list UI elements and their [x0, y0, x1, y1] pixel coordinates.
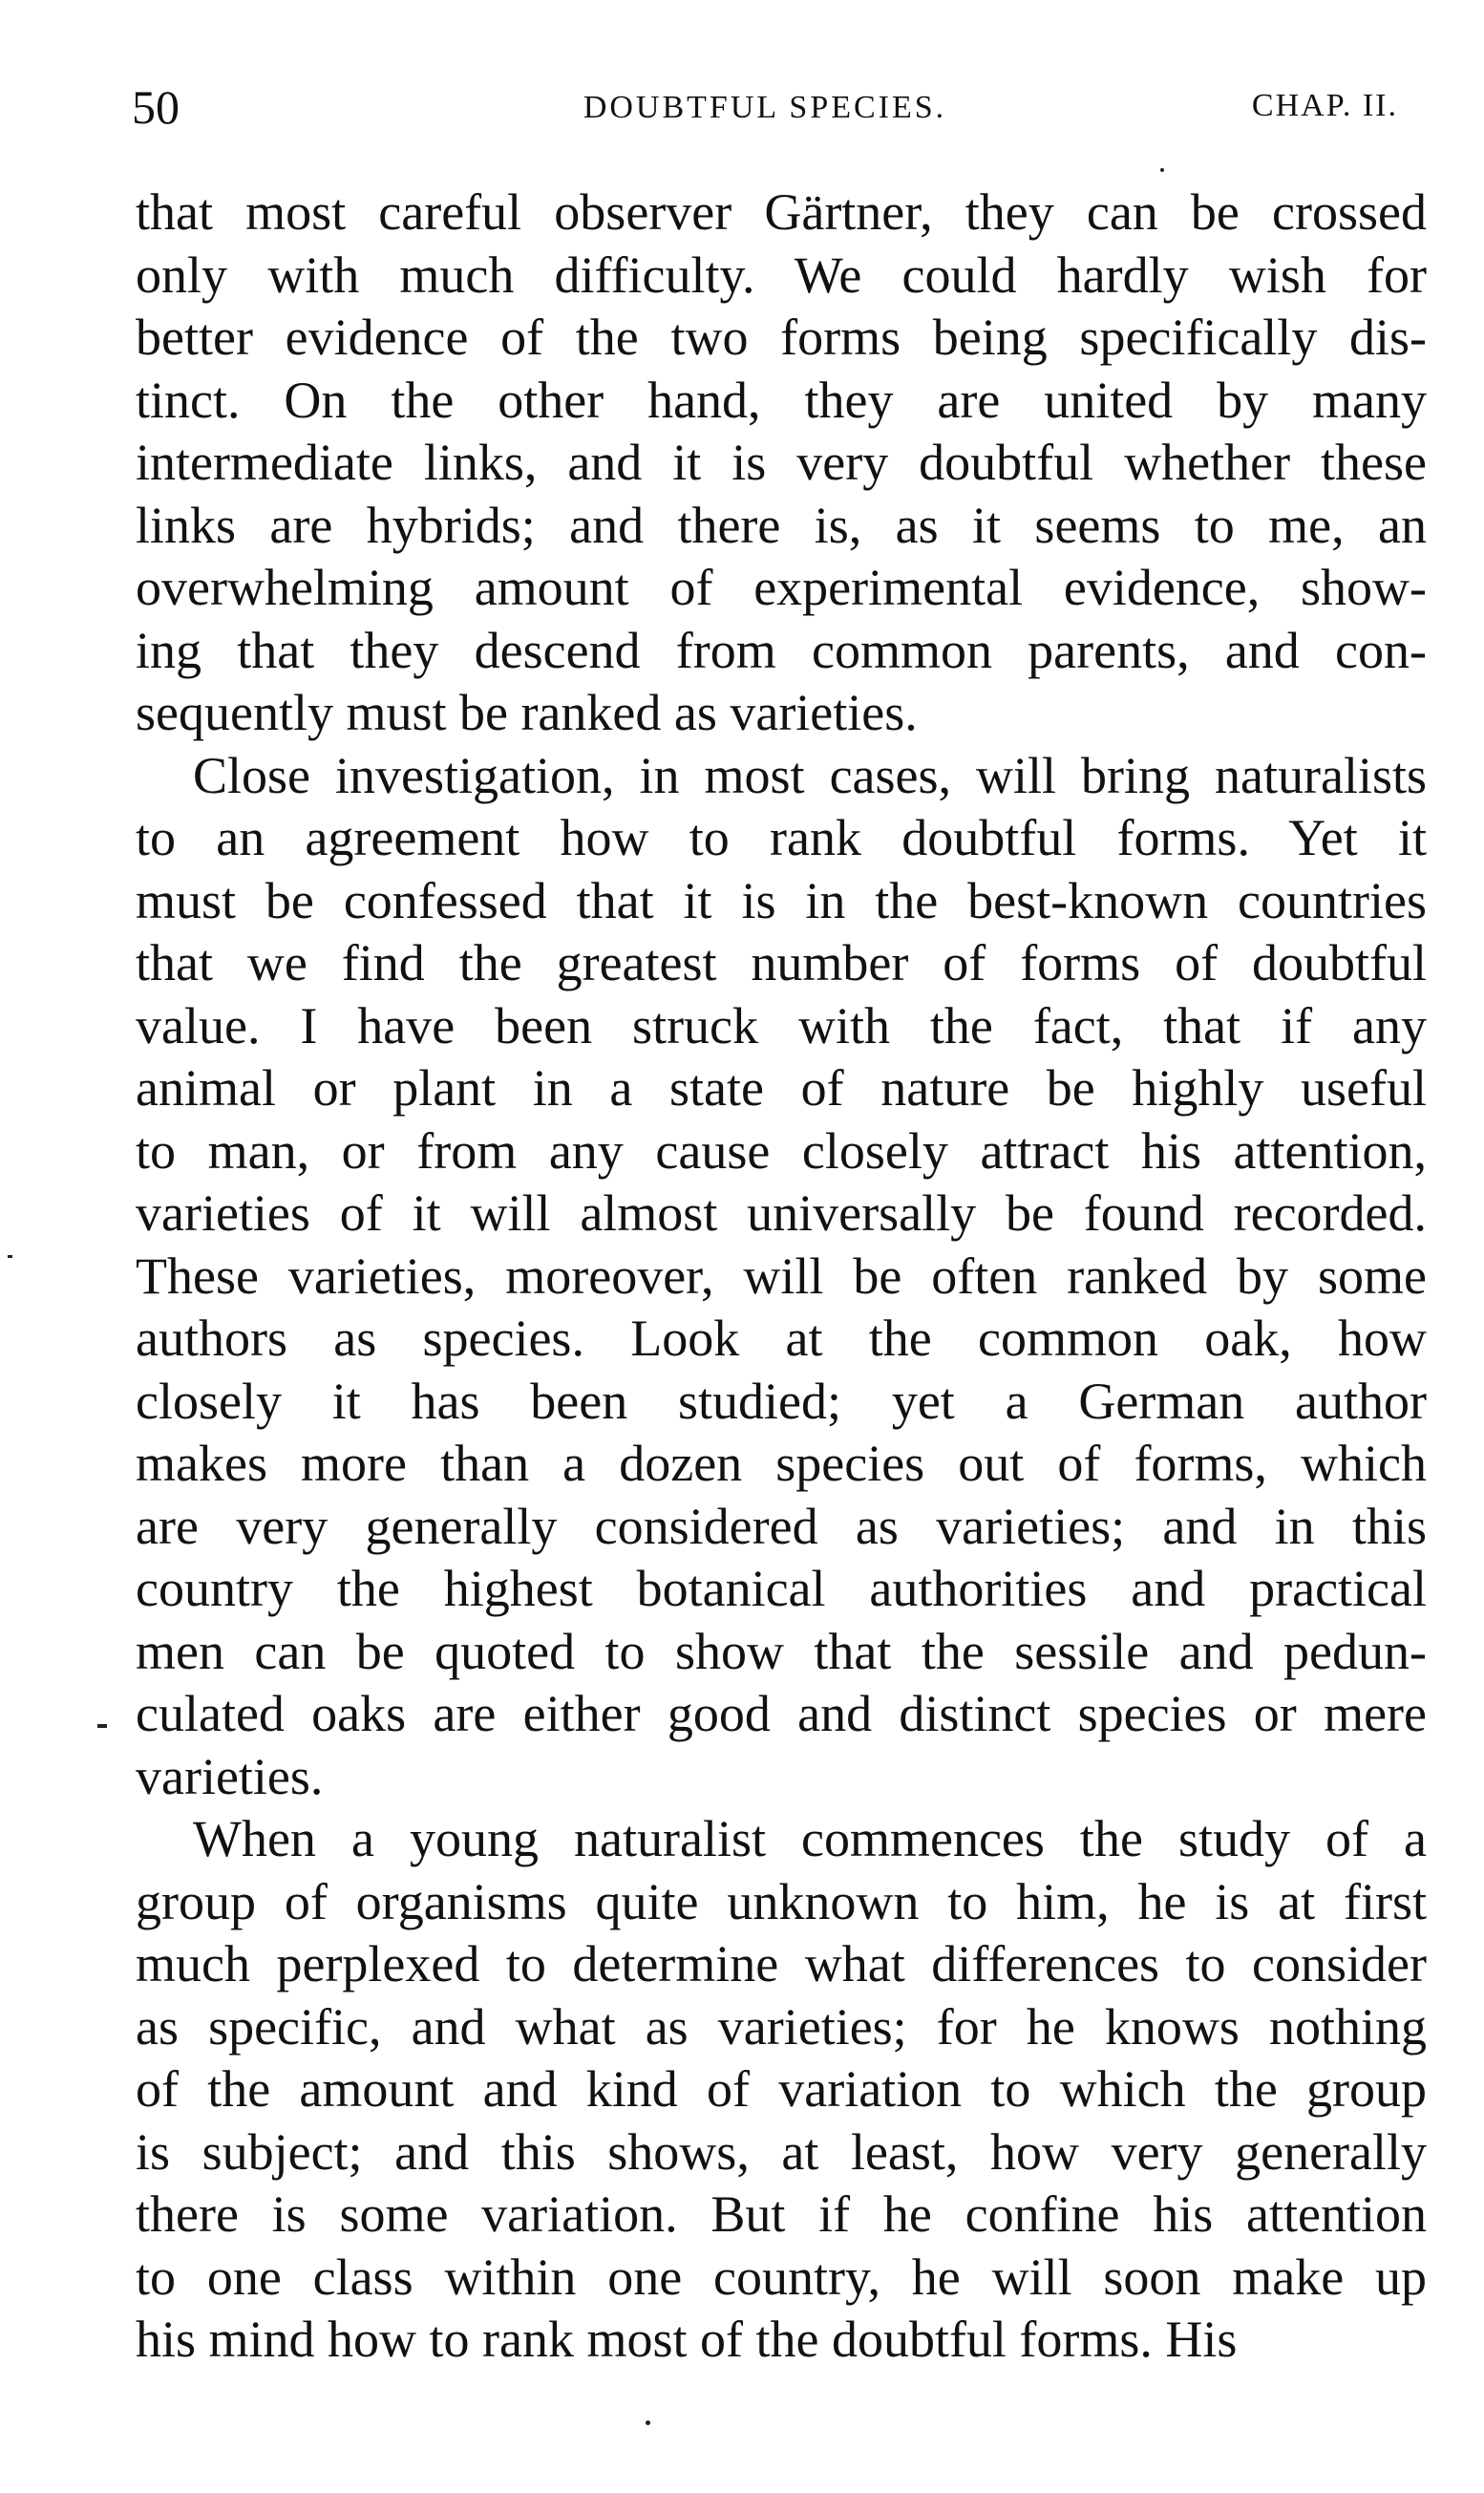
- text-line: better evidence of the two forms being specifically dis-: [136, 309, 1427, 366]
- text-line: to man, or from any cause closely attract his attention,: [136, 1121, 1427, 1180]
- text-line: is subject; and this shows, at least, how very generally: [136, 2122, 1427, 2181]
- text-line: men can be quoted to show that the sessile and pedun-: [136, 1622, 1427, 1680]
- text-line: his mind how to rank most of the doubtful forms. His: [136, 2311, 1238, 2368]
- text-line: group of organisms quite unknown to him, he is at first: [136, 1872, 1427, 1930]
- text-line: varieties.: [136, 1747, 324, 1805]
- text-line: intermediate links, and it is very doubtful whether these: [136, 434, 1427, 491]
- text-line: are very generally considered as varieties; and in this: [136, 1497, 1427, 1555]
- text-line: there is some variation. But if he confine his attention: [136, 2185, 1427, 2243]
- text-line: as specific, and what as varieties; for he knows nothing: [136, 1997, 1427, 2056]
- page-number: 50: [132, 80, 180, 134]
- text-line: much perplexed to determine what differences to consider: [136, 1935, 1427, 1992]
- body-text: [136, 181, 1427, 2372]
- ink-speck: [646, 2420, 650, 2425]
- text-line: country the highest botanical authorities and practical: [136, 1560, 1427, 1617]
- paragraph: [136, 181, 1427, 745]
- text-line: links are hybrids; and there is, as it seems to me, an: [136, 496, 1427, 554]
- text-line: closely it has been studied; yet a German author: [136, 1372, 1427, 1430]
- text-line: to one class within one country, he will soon make up: [136, 2248, 1427, 2306]
- text-line: These varieties, moreover, will be often ranked by some: [136, 1246, 1427, 1305]
- text-line: that we find the greatest number of forms of doubtful: [136, 934, 1427, 991]
- text-line: culated oaks are either good and distinct species or mere: [136, 1685, 1427, 1742]
- text-line: authors as species. Look at the common oak, how: [136, 1310, 1427, 1367]
- text-line: Close investigation, in most cases, will bring naturalists: [193, 746, 1427, 804]
- text-line: of the amount and kind of variation to which the group: [136, 2060, 1427, 2118]
- text-line: value. I have been struck with the fact, that if any: [136, 996, 1427, 1055]
- margin-mark: [97, 1724, 107, 1728]
- text-line: that most careful observer Gärtner, they can be crossed: [136, 183, 1427, 241]
- paragraph: [136, 1808, 1427, 2372]
- paragraph: [136, 745, 1427, 1809]
- text-line: overwhelming amount of experimental evidence, show-: [136, 559, 1427, 616]
- text-line: makes more than a dozen species out of forms, which: [136, 1435, 1427, 1492]
- chapter-reference: CHAP. II.: [1251, 88, 1398, 123]
- text-line: to an agreement how to rank doubtful forms. Yet it: [136, 809, 1427, 866]
- ink-speck: [1160, 168, 1164, 172]
- text-line: only with much difficulty. We could hardly wish for: [136, 245, 1427, 304]
- text-line: tinct. On the other hand, they are united by many: [136, 371, 1427, 429]
- text-line: must be confessed that it is in the best-known countries: [136, 871, 1427, 929]
- text-line: animal or plant in a state of nature be highly useful: [136, 1059, 1427, 1117]
- page-header: [132, 78, 1398, 136]
- text-line: varieties of it will almost universally be found recorded.: [136, 1184, 1427, 1242]
- margin-mark: [8, 1255, 12, 1258]
- text-line: When a young naturalist commences the study of a: [193, 1810, 1427, 1867]
- running-title: DOUBTFUL SPECIES.: [583, 90, 947, 125]
- text-line: sequently must be ranked as varieties.: [136, 684, 918, 741]
- text-line: ing that they descend from common parents, and con-: [136, 621, 1427, 679]
